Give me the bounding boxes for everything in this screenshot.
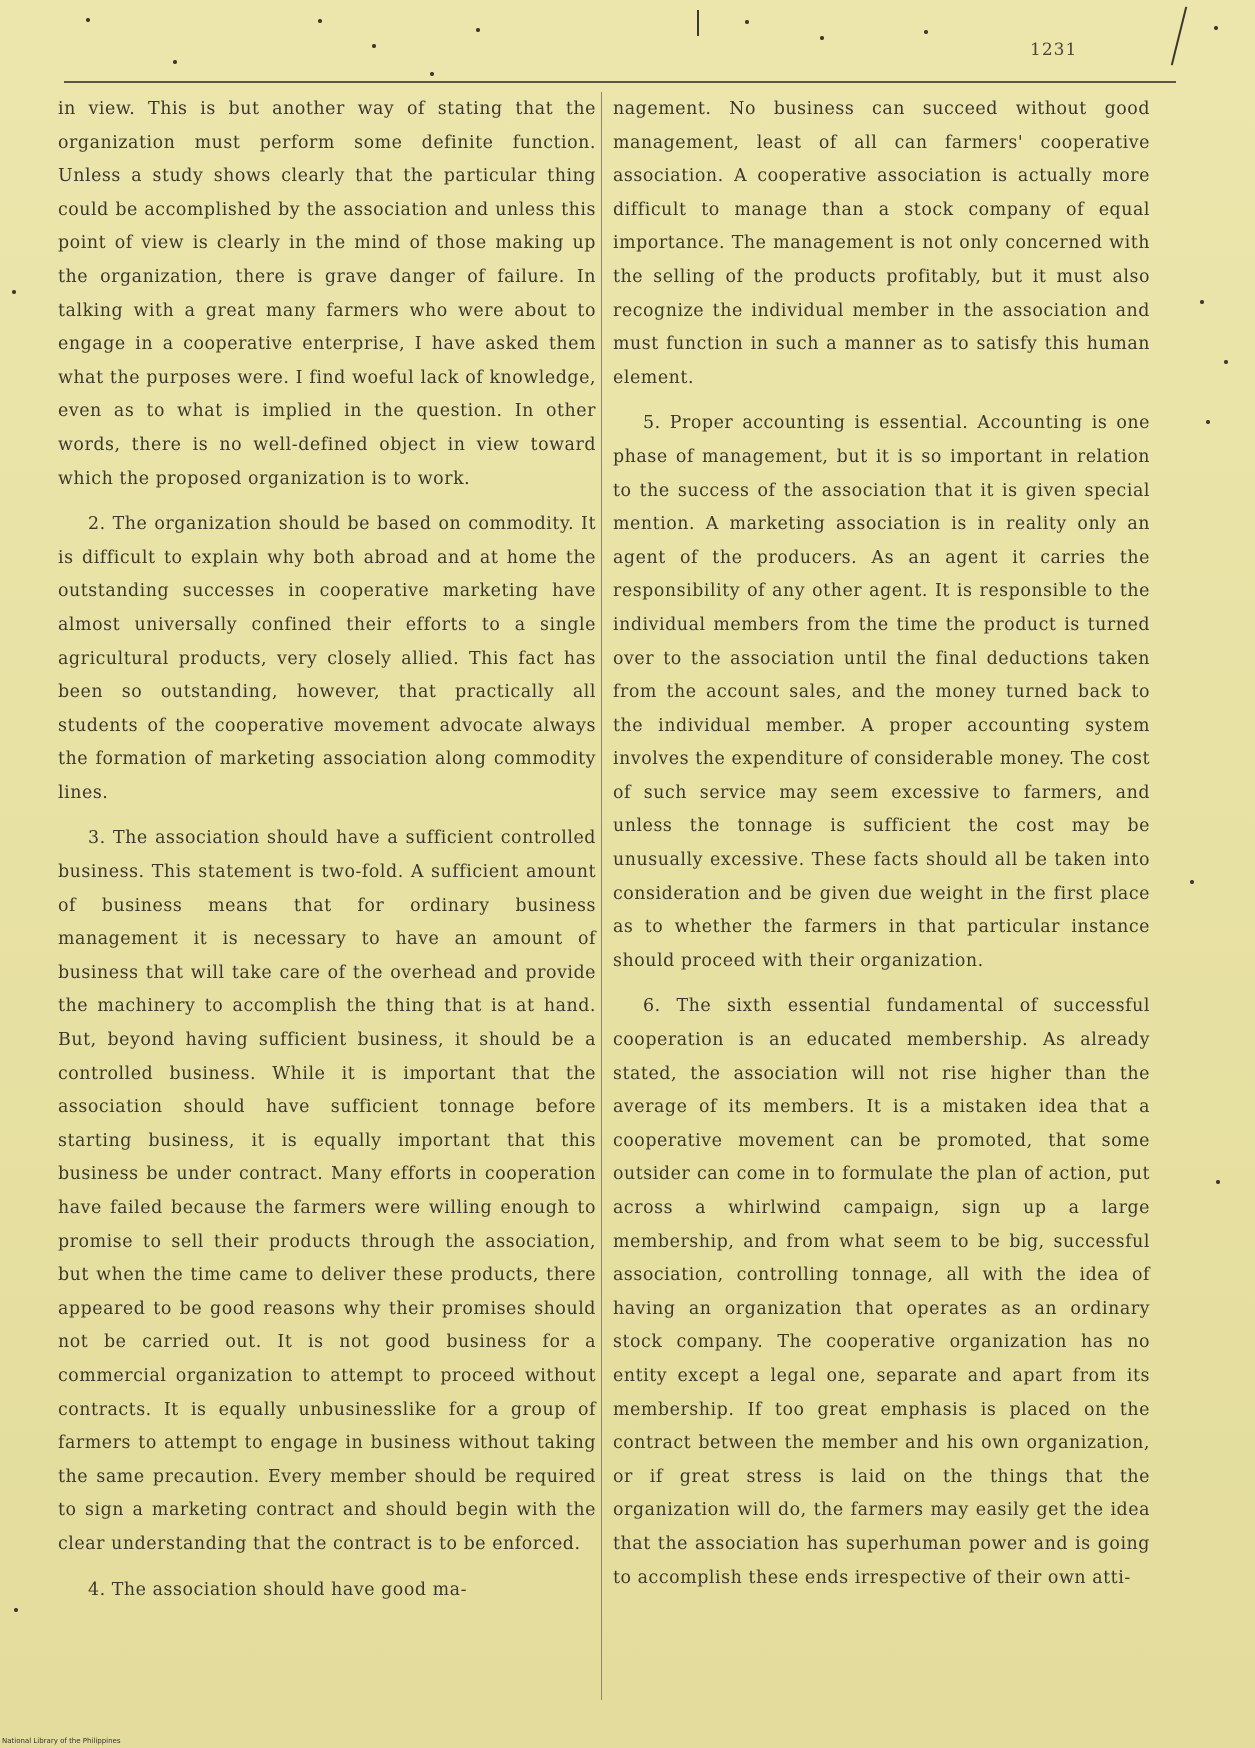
paragraph: 6. The sixth essential fundamental of successful cooperation is an educated membership. As already stated, the association will not rise higher than the average of its members. It is a mistaken idea that a cooperative movement can be promoted, that some outsider can come in to formulate the plan of action, put across a whirlwind campaign, sign up a large membership, and from what seem to be big, successful association, controlling tonnage, all with the idea of having an organization that operates as an ordinary stock company. The cooperative organization has no entity except a legal one, separate and apart from its membership. If too great emphasis is placed on the contract between the member and his own organization, or if great stress is laid on the things that the organization will do, the farmers may easily get the idea that the association has superhuman power and is going to accomplish these ends irrespective of their own atti- [613,996,1150,1588]
speck [372,44,376,48]
ink-mark [697,10,699,36]
speck [924,30,928,34]
right-column [613,93,1150,1595]
paragraph: 4. The association should have good ma- [88,1579,467,1600]
speck [173,60,177,64]
speck [14,1608,18,1612]
paragraph: 5. Proper accounting is essential. Accounting is one phase of management, but it is so important in relation to the success of the association that it is given special mention. A marketing association is in reality only an agent of the producers. As an agent it carries the responsibility of any other agent. It is responsible to the individual members from the time the product is turned over to the association until the final deductions taken from the account sales, and the money turned back to the individual member. A proper accounting system involves the expenditure of considerable money. The cost of such service may seem excessive to farmers, and unless the tonnage is sufficient the cost may be unusually excessive. These facts should all be taken into consideration and be given due weight in the first place as to whether the farmers in that particular instance should proceed with their organization. [613,413,1150,971]
speck [1214,26,1218,30]
speck [12,290,16,294]
paragraph: nagement. No business can succeed without good management, least of all can farmers' cooperative association. A cooperative association is actually more difficult to manage than a stock company of equal importance. The management is not only concerned with the selling of the products profitably, but it must also recognize the individual member in the association and must function in such a manner as to satisfy this human element. [613,99,1150,388]
footer-credit: National Library of the Philippines [2,1737,121,1745]
speck [1224,360,1228,364]
speck [1190,880,1194,884]
paragraph: 3. The association should have a sufficient controlled business. This statement is two-fold. A sufficient amount of business means that for ordinary business management it is necessary to have an amount of business that will take care of the overhead and provide the machinery to accomplish the thing that is at hand. But, beyond having sufficient business, it should be a controlled business. While it is important that the association should have sufficient tonnage before starting business, it is equally important that this business be under contract. Many efforts in cooperation have failed because the farmers were willing enough to promise to sell their products through the association, but when the time came to deliver these products, there appeared to be good reasons why their promises should not be carried out. It is not good business for a commercial organization to attempt to proceed without contracts. It is equally unbusinesslike for a group of farmers to attempt to engage in business without taking the same precaution. Every member should be required to sign a marketing contract and should begin with the clear understanding that the contract is to be enforced. [58,828,596,1554]
speck [1206,420,1210,424]
page-number: 1231 [1030,40,1078,60]
left-column [58,93,596,1607]
header-rule [64,81,1176,83]
speck [430,72,434,76]
speck [1200,300,1204,304]
paragraph: in view. This is but another way of stating that the organization must perform some definite function. Unless a study shows clearly that the particular thing could be accomplished by the association and unless this point of view is clearly in the mind of those making up the organization, there is grave danger of failure. In talking with a great many farmers who were about to engage in a cooperative enterprise, I have asked them what the purposes were. I find woeful lack of knowledge, even as to what is implied in the question. In other words, there is no well-defined object in view toward which the proposed organization is to work. [58,99,596,489]
speck [820,36,824,40]
speck [1216,1180,1220,1184]
speck [745,20,749,24]
speck [318,19,322,23]
speck [476,28,480,32]
column-divider [601,92,602,1700]
ink-mark [1171,7,1187,66]
speck [86,18,90,22]
paragraph: 2. The organization should be based on commodity. It is difficult to explain why both abroad and at home the outstanding successes in cooperative marketing have almost universally confined their efforts to a single agricultural products, very closely allied. This fact has been so outstanding, however, that practically all students of the cooperative movement advocate always the formation of marketing association along commodity lines. [58,514,596,803]
